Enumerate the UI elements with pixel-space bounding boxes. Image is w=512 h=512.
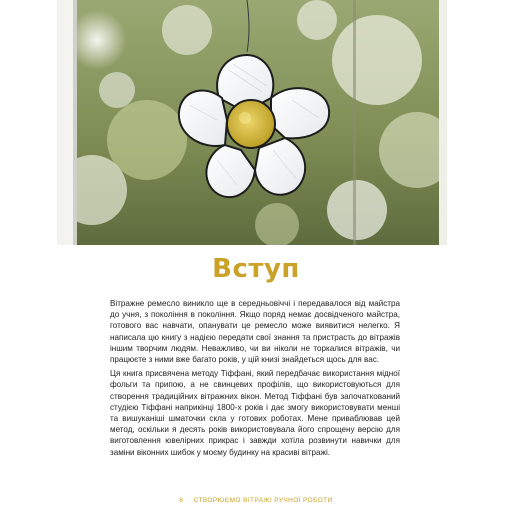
page-title: Вступ <box>212 254 300 284</box>
body-text <box>110 298 400 461</box>
stained-glass-flower-photo <box>57 0 447 245</box>
running-title: СТВОРЮЄМО ВІТРАЖІ РУЧНОЇ РОБОТИ <box>193 497 333 504</box>
paragraph: Ця книга присвячена методу Тіффані, який передбачає використання мідної фольги та припою, а не свинцевих профілів, що використовуються для створення традиційних вітражних вікон. Метод Тіффані був започаткований студією Тіффані наприкінці 1800-х років і дає змогу використовувати менші та вишуканіші шматочки скла у готових роботах. Мене приваблював цей метод, оскільки я десять років використовувала його спрощену версію для виготовлення ювелірних прикрас і завжди хотіла розвинути навички для заміни віконних шибок у моєму будинку на красиві вітражі. <box>110 369 400 457</box>
paragraph: Вітражне ремесло виникло ще в середньовіччі і передавалося від майстра до учня, з покоління в покоління. Якщо поряд немає досвідченого майстра, готового вас навчати, опанувати це ремесло може виявитися нелегко. Я написала цю книгу з надією передати свої знання та пристрасть до вітражів іншим творчим людям. Неважливо, чи ви ніколи не торкалися вітражів, чи працюєте з ними вже багато років, у цій книзі знайдеться щось для вас. <box>110 299 400 365</box>
page-footer <box>0 497 512 504</box>
page-number: 6 <box>179 497 184 504</box>
